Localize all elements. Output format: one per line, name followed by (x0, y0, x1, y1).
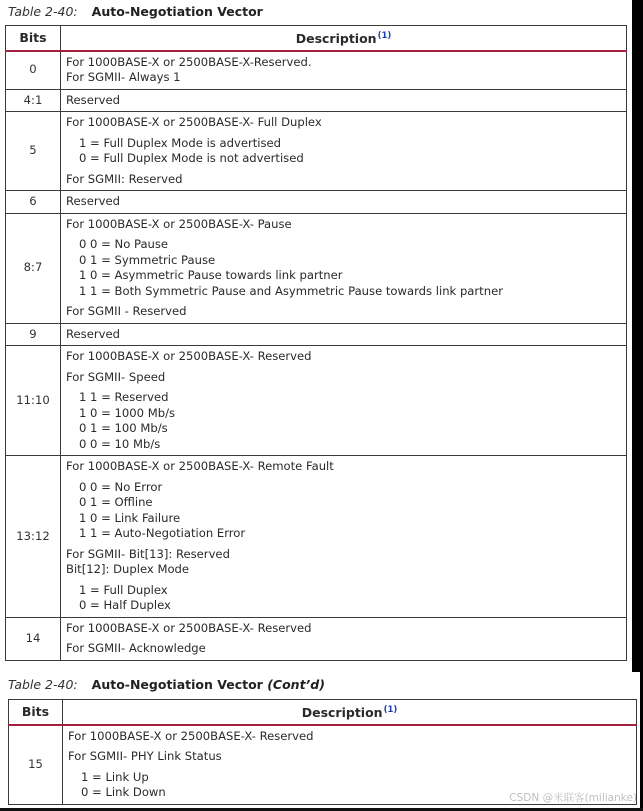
header-description-label: Description (295, 31, 377, 46)
description-line: Bit[12]: Duplex Mode (66, 562, 190, 576)
header-description-label: Description (301, 705, 383, 720)
description-cell (61, 89, 627, 112)
description-line: For SGMII- PHY Link Status (68, 749, 222, 763)
footnote-ref[interactable]: (1) (383, 705, 398, 715)
value-line: 1 = Full Duplex (79, 582, 168, 597)
auto-negotiation-table-continued (8, 699, 637, 805)
description-cell (61, 617, 627, 660)
value-line: 0 0 = No Pause (79, 237, 169, 251)
bits-cell: 8:7 (6, 213, 61, 323)
header-bits-label: Bits (21, 704, 50, 719)
description-line: For SGMII- Acknowledge (66, 641, 206, 655)
auto-negotiation-table (5, 25, 627, 661)
description-line: For SGMII: Reserved (66, 171, 183, 186)
description-cell (61, 323, 627, 346)
header-description (63, 700, 637, 725)
description-cell (61, 191, 627, 214)
table-row (6, 51, 627, 90)
value-line: 1 = Full Duplex Mode is advertised (79, 135, 282, 150)
table-row (6, 213, 627, 323)
table2-caption-cont: (Cont’d) (267, 677, 325, 692)
description-line: For 1000BASE-X or 2500BASE-X- Full Duplex (66, 115, 322, 129)
bits-cell: 5 (6, 112, 61, 191)
header-bits-label: Bits (19, 30, 47, 45)
description-line: For 1000BASE-X or 2500BASE-X- Reserved (68, 728, 314, 743)
bits-cell: 15 (9, 725, 63, 805)
table-header-row (9, 700, 637, 725)
bits-cell: 6 (6, 191, 61, 214)
description-line: For 1000BASE-X or 2500BASE-X- Reserved (66, 349, 312, 363)
value-line: 1 0 = Asymmetric Pause towards link partner (79, 268, 343, 282)
value-line: 0 = Link Down (81, 785, 166, 799)
footnote-ref[interactable]: (1) (377, 31, 392, 41)
value-line: 0 0 = 10 Mb/s (79, 436, 161, 451)
description-line: For SGMII- Always 1 (66, 70, 181, 84)
value-line: 0 0 = No Error (79, 479, 163, 494)
table2-caption (8, 677, 325, 692)
description-line: For SGMII- Speed (66, 369, 166, 384)
bits-cell: 13:12 (6, 456, 61, 618)
table-row (6, 456, 627, 618)
value-line: 1 1 = Auto-Negotiation Error (79, 526, 246, 540)
value-line: 0 = Full Duplex Mode is not advertised (79, 151, 304, 165)
description-line: For 1000BASE-X or 2500BASE-X- Reserved (66, 620, 312, 635)
description-line: Reserved (66, 326, 120, 341)
table-row (6, 346, 627, 456)
value-line: 1 1 = Both Symmetric Pause and Asymmetric Pause towards link partner (79, 283, 503, 298)
description-cell (61, 213, 627, 323)
description-line: Reserved (66, 194, 120, 208)
value-line: 0 1 = Symmetric Pause (79, 252, 216, 267)
description-line: Reserved (66, 92, 120, 107)
table-row (6, 191, 627, 214)
bits-cell: 9 (6, 323, 61, 346)
description-line: For 1000BASE-X or 2500BASE-X-Reserved. (66, 54, 312, 69)
header-description (61, 26, 627, 51)
table1-caption-number: Table 2-40: (8, 4, 78, 19)
value-line: 1 = Link Up (81, 769, 149, 784)
table-row (6, 89, 627, 112)
description-line: For SGMII - Reserved (66, 304, 187, 318)
bits-cell: 4:1 (6, 89, 61, 112)
table2-caption-title-text: Auto-Negotiation Vector (91, 677, 268, 692)
description-line: For 1000BASE-X or 2500BASE-X- Pause (66, 216, 292, 231)
table1-caption-title: Auto-Negotiation Vector (91, 4, 263, 19)
bits-cell: 14 (6, 617, 61, 660)
value-line: 1 0 = 1000 Mb/s (79, 405, 176, 420)
description-cell (61, 112, 627, 191)
bits-cell: 11:10 (6, 346, 61, 456)
table-row (6, 617, 627, 660)
value-line: 0 = Half Duplex (79, 598, 171, 612)
table-row (6, 323, 627, 346)
description-line: For SGMII- Bit[13]: Reserved (66, 546, 230, 561)
header-bits (9, 700, 63, 725)
scan-edge-right (632, 0, 643, 672)
table-row (6, 112, 627, 191)
description-cell (61, 51, 627, 90)
header-bits (6, 26, 61, 51)
value-line: 0 1 = Offline (79, 495, 153, 509)
value-line: 0 1 = 100 Mb/s (79, 421, 168, 435)
table2-caption-title (92, 677, 325, 692)
bits-cell: 0 (6, 51, 61, 90)
description-line: For 1000BASE-X or 2500BASE-X- Remote Fault (66, 459, 334, 473)
value-line: 1 0 = Link Failure (79, 510, 181, 525)
table1-caption (8, 4, 263, 19)
watermark: CSDN @米联客(milianke) (509, 792, 637, 804)
description-cell (61, 346, 627, 456)
value-line: 1 1 = Reserved (79, 390, 169, 404)
table1-body (6, 51, 627, 661)
table2-caption-number: Table 2-40: (8, 677, 78, 692)
table-header-row (6, 26, 627, 51)
description-cell (61, 456, 627, 618)
